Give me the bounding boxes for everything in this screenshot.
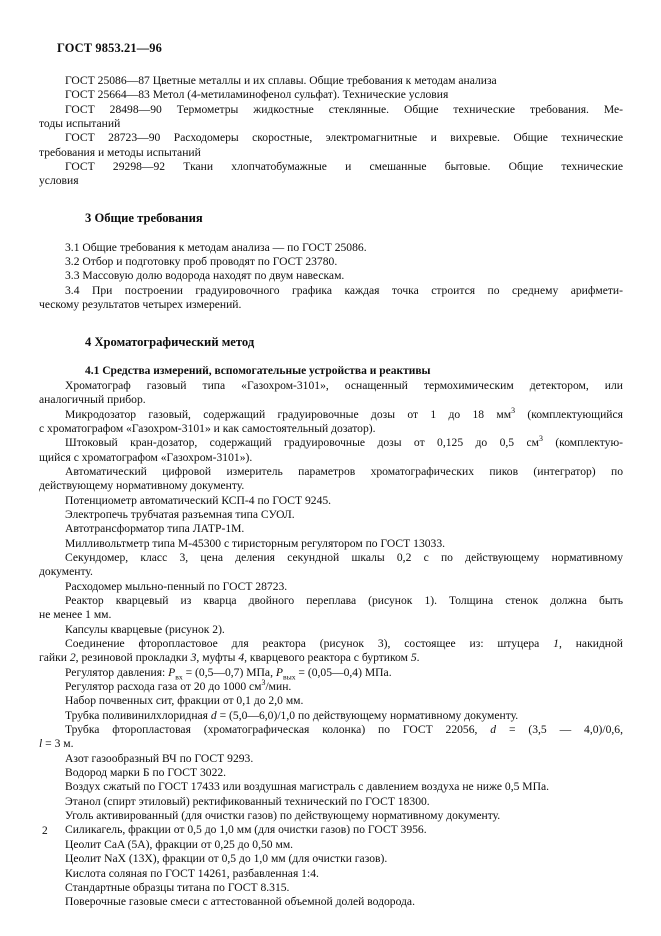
reagent-item [39, 766, 623, 780]
reference-standard-item-cont [39, 174, 623, 188]
reference-standard-item [39, 74, 623, 88]
reagent-item [39, 823, 623, 837]
item-text-cont: аналогичный прибор. [39, 393, 146, 407]
ref-line: ГОСТ 28723—90 Расходомеры скоростные, электромагнитные и вихревые. Общие технические [65, 131, 623, 145]
item-text: Капсулы кварцевые (рисунок 2). [65, 622, 225, 636]
item-text: Уголь активированный (для очистки газов) по действующему нормативному документу. [65, 809, 501, 823]
ref-line: ГОСТ 25664—83 Метол (4-метиламинофенол сульфат). Технические условия [65, 88, 449, 102]
equipment-item-cont [39, 608, 623, 622]
item-text: Штоковый кран-дозатор, содержащий градуировочные дозы от 0,125 до 0,5 см [65, 436, 539, 450]
item-text: Кислота соляная по ГОСТ 14261, разбавленная 1:4. [65, 866, 319, 880]
clause-text: 3.4 При построении градуировочного графика каждая точка строится по среднему арифмети- [65, 283, 623, 297]
item-text-cont: действующему нормативному документу. [39, 479, 245, 493]
equipment-item-cont [39, 479, 623, 493]
clause-3-3 [39, 269, 623, 283]
equipment-item [39, 436, 623, 450]
item-text: Реактор кварцевый из кварца двойного переплава (рисунок 1). Толщина стенок должна быть [65, 593, 623, 607]
clause-3-4 [39, 284, 623, 298]
symbol-diameter: d [210, 708, 217, 722]
symbol-diameter: d [490, 723, 497, 737]
clause-text-cont: ческому результатов четырех измерений. [39, 298, 242, 312]
reagent-item [39, 838, 623, 852]
superscript-cube: 3 [261, 678, 266, 688]
reference-standard-item [39, 88, 623, 102]
clause-text: 3.3 Массовую долю водорода находят по двум навескам. [65, 269, 345, 283]
equipment-item-cont [39, 565, 623, 579]
item-text: Поверочные газовые смеси с аттестованной объемной долей водорода. [65, 895, 415, 909]
item-text: Воздух сжатый по ГОСТ 17433 или воздушная магистраль с давлением воздуха не ниже 0,5 МПа. [65, 780, 550, 794]
item-text: Милливольтметр типа М-45300 с тиристорным регулятором по ГОСТ 13033. [65, 536, 446, 550]
reagent-item [39, 852, 623, 866]
item-text: = (0,5—0,7) МПа, [182, 665, 276, 679]
page-header-standard-number: ГОСТ 9853.21—96 [57, 41, 162, 55]
reference-standard-item [39, 160, 623, 174]
item-text: Автотрансформатор типа ЛАТР-1М. [65, 522, 245, 536]
item-text: /мин. [265, 680, 292, 694]
equipment-item-cont [39, 451, 623, 465]
item-text: Водород марки Б по ГОСТ 3022. [65, 766, 227, 780]
item-text: Расходомер мыльно-пенный по ГОСТ 28723. [65, 579, 288, 593]
symbol-pressure: P [168, 665, 176, 679]
equipment-item-flow-regulator [39, 680, 623, 694]
clause-3-2 [39, 255, 623, 269]
spacer [39, 350, 623, 364]
item-text-cont: не менее 1 мм. [39, 608, 112, 622]
reference-standard-item [39, 131, 623, 145]
item-text-cont: , резиновой прокладки [75, 651, 191, 665]
item-text: (комплектую- [542, 436, 623, 450]
equipment-item [39, 465, 623, 479]
equipment-item-pvc-tube [39, 709, 623, 723]
equipment-item [39, 494, 623, 508]
item-text: Цеолит NaX (13X), фракции от 0,5 до 1,0 мм (для очистки газов). [65, 852, 388, 866]
equipment-item [39, 405, 623, 422]
item-text-cont: = 3 м. [42, 737, 74, 751]
item-text: Электропечь трубчатая разъемная типа СУОЛ. [65, 507, 295, 521]
clause-text: 3.1 Общие требования к методам анализа — по ГОСТ 25086. [65, 240, 367, 254]
equipment-item [39, 508, 623, 522]
equipment-item [39, 623, 623, 637]
ref-line: ГОСТ 29298—92 Ткани хлопчатобумажные и смешанные бытовые. Общие технические [65, 160, 623, 174]
reagent-item [39, 809, 623, 823]
equipment-item [39, 694, 623, 708]
item-text: Азот газообразный ВЧ по ГОСТ 9293. [65, 751, 254, 765]
item-text: Этанол (спирт этиловый) ректификованный технический по ГОСТ 18300. [65, 794, 430, 808]
reagent-item [39, 752, 623, 766]
equipment-item [39, 594, 623, 608]
equipment-item [39, 522, 623, 536]
reference-standard-item [39, 103, 623, 117]
item-text: Трубка фторопластовая (хроматографическая колонка) по ГОСТ 22056, [65, 723, 491, 737]
clause-text: 3.2 Отбор и подготовку проб проводят по ГОСТ 23780. [65, 255, 338, 269]
section-heading-4: 4 Хроматографический метод [85, 335, 255, 350]
item-text: = (0,05—0,4) МПа. [295, 665, 392, 679]
ref-line-cont: условия [39, 174, 79, 188]
reagent-item [39, 867, 623, 881]
reagent-item [39, 795, 623, 809]
item-text: Секундомер, класс 3, цена деления секундной шкалы 0,2 с по действующему нормативному [65, 550, 623, 564]
equipment-item-cont [39, 422, 623, 436]
part-number-ref: 5 [410, 651, 417, 665]
symbol-length: l [39, 737, 43, 751]
item-text: , накидной [558, 637, 624, 650]
part-number-ref: 4 [238, 651, 245, 665]
item-text: Автоматический цифровой измеритель параметров хроматографических пиков (интегратор) по [65, 464, 623, 478]
equipment-item-cont [39, 393, 623, 407]
item-text-cont: . [416, 651, 420, 665]
ref-line: ГОСТ 28498—90 Термометры жидкостные стеклянные. Общие технические требования. Ме- [65, 102, 623, 116]
item-text: Соединение фторопластовое для реактора (рисунок 3), состоящее из: штуцера [65, 637, 554, 650]
equipment-item [39, 537, 623, 551]
subscript-inlet: вх [175, 672, 183, 681]
spacer [39, 226, 623, 241]
subscript-outlet: вых [282, 672, 296, 681]
ref-line-cont: тоды испытаний [39, 117, 121, 131]
equipment-item [39, 379, 623, 393]
reagent-item [39, 895, 623, 909]
spacer [39, 189, 623, 211]
reference-standard-item-cont [39, 146, 623, 160]
superscript-cube: 3 [511, 405, 516, 415]
item-text-cont: гайки [39, 651, 70, 665]
item-text-cont: с хроматографом «Газохром-3101» и как самостоятельный дозатор). [39, 421, 376, 435]
item-text: = (5,0—6,0)/1,0 по действующему нормативному документу. [216, 708, 519, 722]
item-text: Силикагель, фракции от 0,5 до 1,0 мм (для очистки газов) по ГОСТ 3956. [65, 823, 427, 837]
item-text: Стандартные образцы титана по ГОСТ 8.315. [65, 880, 290, 894]
item-text: = (3,5 — 4,0)/0,6, [496, 723, 623, 737]
item-text: Хроматограф газовый типа «Газохром-3101», оснащенный термохимическим детектором, или [65, 378, 623, 392]
ref-line: ГОСТ 25086—87 Цветные металлы и их сплавы. Общие требования к методам анализа [65, 74, 497, 87]
subsection-heading-4-1: 4.1 Средства измерений, вспомогательные устройства и реактивы [85, 365, 431, 378]
clause-3-1 [39, 241, 623, 255]
superscript-cube: 3 [538, 434, 543, 444]
part-number-ref: 2 [69, 651, 76, 665]
item-text: Набор почвенных сит, фракции от 0,1 до 2,0 мм. [65, 694, 304, 708]
equipment-item-cont [39, 737, 623, 751]
item-text-cont: , муфты [196, 651, 239, 665]
item-text: Микродозатор газовый, содержащий градуировочные дозы от 1 до 18 мм [65, 407, 512, 421]
equipment-item [39, 551, 623, 565]
equipment-item-cont [39, 651, 623, 665]
spacer [39, 312, 623, 335]
equipment-item [39, 637, 623, 651]
item-text: Регулятор давления: [65, 665, 169, 679]
reagent-item [39, 780, 623, 794]
ref-line-cont: требования и методы испытаний [39, 145, 201, 159]
item-text-cont: щийся с хроматографом «Газохром-3101»). [39, 450, 253, 464]
equipment-item [39, 580, 623, 594]
clause-3-4-cont [39, 298, 623, 312]
item-text-cont: документу. [39, 565, 93, 579]
reference-standard-item-cont [39, 117, 623, 131]
section-heading-3: 3 Общие требования [85, 210, 203, 225]
reagent-item [39, 881, 623, 895]
item-text: Потенциометр автоматический КСП-4 по ГОСТ 9245. [65, 493, 332, 507]
symbol-pressure: P [275, 665, 283, 679]
equipment-item-pressure-regulator [39, 666, 623, 680]
document-body [39, 74, 623, 910]
equipment-item-ptfe-tube [39, 723, 623, 737]
item-text: (комплектующийся [515, 407, 623, 421]
item-text-cont: , кварцевого реактора с буртиком [244, 651, 411, 665]
item-text: Трубка поливинилхлоридная [65, 708, 211, 722]
page-number: 2 [42, 825, 48, 837]
item-text: Цеолит CaA (5A), фракции от 0,25 до 0,50 мм. [65, 837, 294, 851]
part-number-ref: 1 [553, 637, 559, 650]
part-number-ref: 3 [190, 651, 197, 665]
item-text: Регулятор расхода газа от 20 до 1000 см [65, 680, 262, 694]
